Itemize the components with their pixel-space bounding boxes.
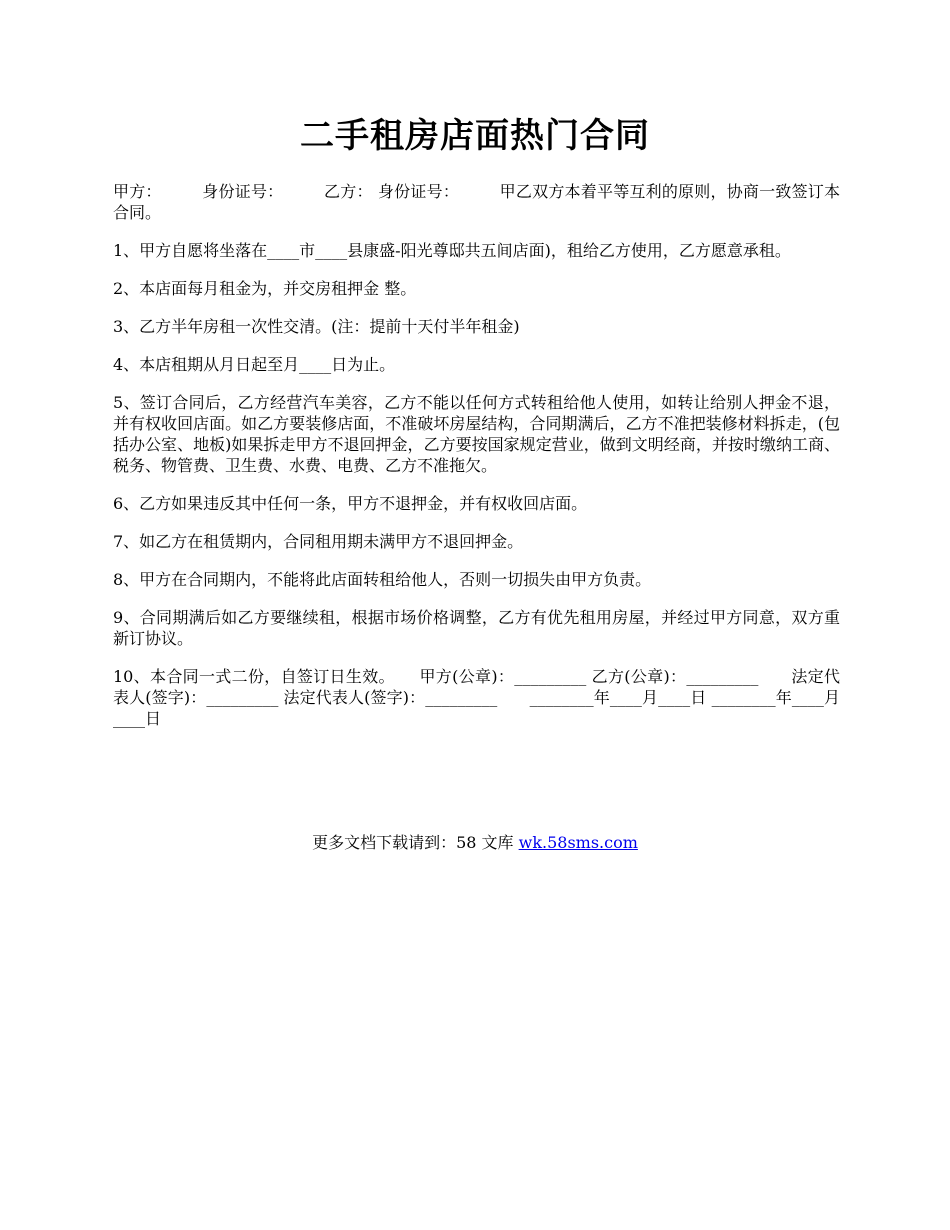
paragraph-clause-6: 6、乙方如果违反其中任何一条，甲方不退押金，并有权收回店面。 bbox=[113, 494, 588, 513]
footer-text: 更多文档下载请到：58 文库 bbox=[312, 833, 519, 852]
paragraph-clause-10-signatures: 10、本合同一式二份，自签订日生效。 甲方(公章)：_________ 乙方(公章)：_________ 法定代表人(签字)：_________ 法定代表人(签字)：_________ ________年____月____日 ________年____月____日 bbox=[113, 667, 840, 728]
footer-link[interactable]: wk.58sms.com bbox=[518, 833, 638, 852]
paragraph-clause-9: 9、合同期满后如乙方要继续租，根据市场价格调整，乙方有优先租用房屋，并经过甲方同意，双方重新订协议。 bbox=[113, 608, 840, 648]
paragraph-clause-4: 4、本店租期从月日起至月____日为止。 bbox=[113, 355, 396, 374]
paragraph-clause-8: 8、甲方在合同期内，不能将此店面转租给他人，否则一切损失由甲方负责。 bbox=[113, 570, 652, 589]
paragraph-parties: 甲方： 身份证号： 乙方： 身份证号： 甲乙双方本着平等互利的原则，协商一致签订本合同。 bbox=[113, 182, 840, 222]
document-title: 二手租房店面热门合同 bbox=[300, 116, 650, 156]
paragraph-clause-7: 7、如乙方在租赁期内，合同租用期未满甲方不退回押金。 bbox=[113, 532, 524, 551]
paragraph-clause-2: 2、本店面每月租金为，并交房租押金 整。 bbox=[113, 279, 417, 298]
contract-body bbox=[113, 181, 840, 746]
paragraph-clause-3: 3、乙方半年房租一次性交清。(注：提前十天付半年租金) bbox=[113, 317, 520, 336]
download-footer bbox=[0, 832, 950, 853]
paragraph-clause-1: 1、甲方自愿将坐落在____市____县康盛-阳光尊邸共五间店面)，租给乙方使用，乙方愿意承租。 bbox=[113, 241, 791, 260]
paragraph-clause-5: 5、签订合同后，乙方经营汽车美容，乙方不能以任何方式转租给他人使用，如转让给别人押金不退，并有权收回店面。如乙方要装修店面，不准破坏房屋结构，合同期满后，乙方不准把装修材料拆走，(包括办公室、地板)如果拆走甲方不退回押金，乙方要按国家规定营业，做到文明经商，并按时缴纳工商、税务、物管费、卫生费、水费、电费、乙方不准拖欠。 bbox=[113, 393, 840, 475]
